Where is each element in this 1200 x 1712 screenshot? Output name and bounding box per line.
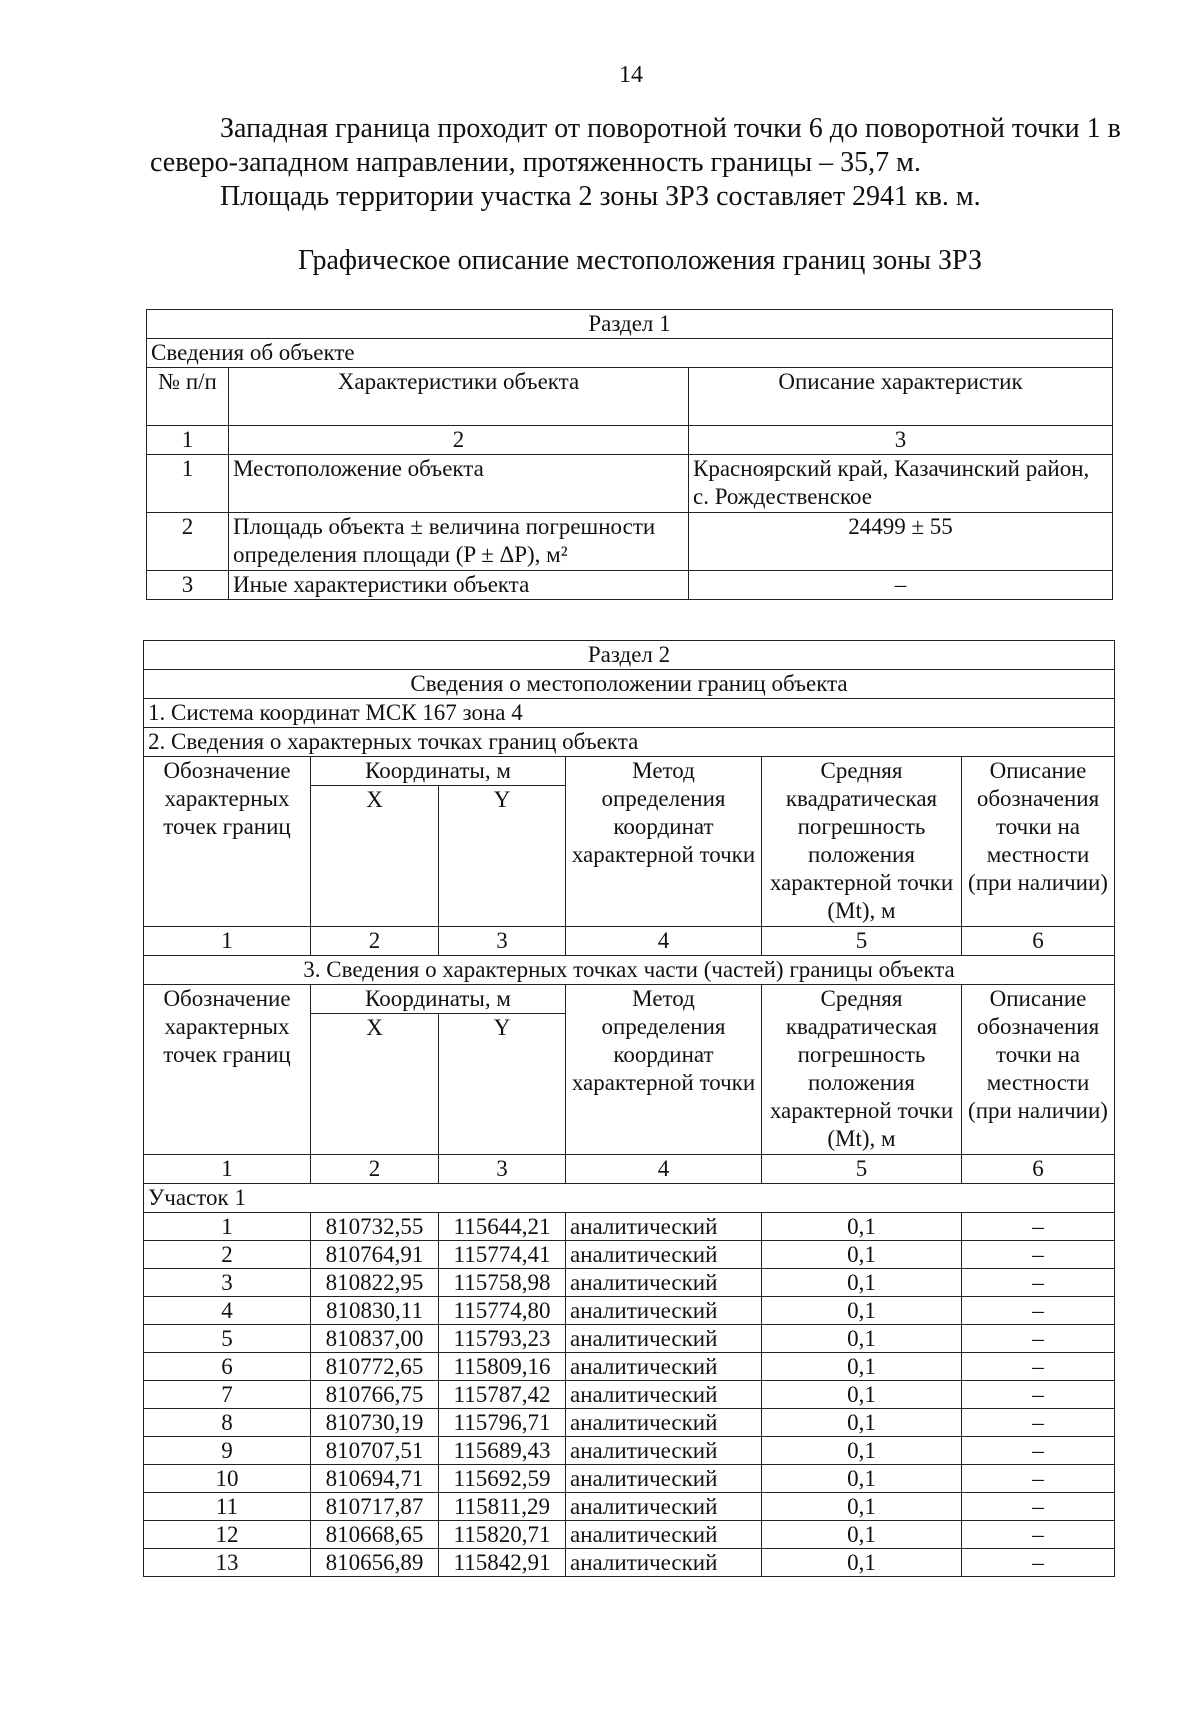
- coord-y: 115644,21: [439, 1213, 566, 1241]
- header-coordinates: Координаты, м: [311, 757, 566, 786]
- coord-x: 810707,51: [311, 1437, 439, 1465]
- coord-y: 115689,43: [439, 1437, 566, 1465]
- error-value: 0,1: [762, 1325, 962, 1353]
- header-characteristics: Характеристики объекта: [229, 368, 689, 426]
- point-description: –: [962, 1325, 1115, 1353]
- row-number: 2: [147, 513, 229, 571]
- table-row: [144, 1465, 1115, 1493]
- coord-x: 810732,55: [311, 1213, 439, 1241]
- document-heading: Графическое описание местоположения границ зоны ЗРЗ: [298, 245, 982, 276]
- coord-y: 115796,71: [439, 1409, 566, 1437]
- coord-y: 115758,98: [439, 1269, 566, 1297]
- header-y: Y: [439, 1014, 566, 1155]
- col-number: 4: [566, 927, 762, 956]
- method: аналитический: [566, 1465, 762, 1493]
- section1-table: [146, 309, 1113, 600]
- header-designation: Обозначение характерных точек границ: [144, 985, 311, 1155]
- point-description: –: [962, 1241, 1115, 1269]
- coordinate-system: 1. Система координат МСК 167 зона 4: [144, 699, 1115, 728]
- point-number: 11: [144, 1493, 311, 1521]
- table-row: [147, 455, 1113, 513]
- page-number: 14: [619, 62, 643, 88]
- point-number: 10: [144, 1465, 311, 1493]
- coord-x: 810830,11: [311, 1297, 439, 1325]
- row-number: 1: [147, 455, 229, 513]
- coord-y: 115774,41: [439, 1241, 566, 1269]
- header-designation: Обозначение характерных точек границ: [144, 757, 311, 927]
- section2-table: [143, 640, 1115, 1577]
- coord-x: 810766,75: [311, 1381, 439, 1409]
- error-value: 0,1: [762, 1465, 962, 1493]
- paragraph-area: Площадь территории участка 2 зоны ЗРЗ составляет 2941 кв. м.: [220, 181, 981, 212]
- point-description: –: [962, 1521, 1115, 1549]
- table-row: [144, 1409, 1115, 1437]
- coord-y: 115820,71: [439, 1521, 566, 1549]
- point-description: –: [962, 1465, 1115, 1493]
- coord-y: 115842,91: [439, 1549, 566, 1577]
- error-value: 0,1: [762, 1353, 962, 1381]
- point-number: 1: [144, 1213, 311, 1241]
- error-value: 0,1: [762, 1437, 962, 1465]
- table-row: [144, 1521, 1115, 1549]
- header-y: Y: [439, 786, 566, 927]
- method: аналитический: [566, 1297, 762, 1325]
- row-characteristic: Местоположение объекта: [229, 455, 689, 513]
- point-number: 6: [144, 1353, 311, 1381]
- table-row: [147, 571, 1113, 600]
- coord-y: 115809,16: [439, 1353, 566, 1381]
- row-characteristic: Площадь объекта ± величина погрешности определения площади (P ± ΔP), м²: [229, 513, 689, 571]
- error-value: 0,1: [762, 1409, 962, 1437]
- method: аналитический: [566, 1409, 762, 1437]
- coord-x: 810837,00: [311, 1325, 439, 1353]
- point-description: –: [962, 1353, 1115, 1381]
- point-description: –: [962, 1437, 1115, 1465]
- coord-y: 115811,29: [439, 1493, 566, 1521]
- method: аналитический: [566, 1269, 762, 1297]
- point-description: –: [962, 1409, 1115, 1437]
- header-x: X: [311, 786, 439, 927]
- row-description: Красноярский край, Казачинский район, с. Рождественское: [689, 455, 1113, 513]
- point-number: 2: [144, 1241, 311, 1269]
- method: аналитический: [566, 1437, 762, 1465]
- coordinate-rows: [144, 1213, 1115, 1577]
- header-error: Средняя квадратическая погрешность положения характерной точки (Mt), м: [762, 757, 962, 927]
- method: аналитический: [566, 1493, 762, 1521]
- header-description: Описание характеристик: [689, 368, 1113, 426]
- coord-x: 810764,91: [311, 1241, 439, 1269]
- error-value: 0,1: [762, 1521, 962, 1549]
- points-title: 2. Сведения о характерных точках границ объекта: [144, 728, 1115, 757]
- header-x: X: [311, 1014, 439, 1155]
- table-row: [144, 1381, 1115, 1409]
- row-description: 24499 ± 55: [689, 513, 1113, 571]
- method: аналитический: [566, 1353, 762, 1381]
- table-row: [144, 1437, 1115, 1465]
- coord-x: 810730,19: [311, 1409, 439, 1437]
- header-error: Средняя квадратическая погрешность положения характерной точки (Mt), м: [762, 985, 962, 1155]
- method: аналитический: [566, 1381, 762, 1409]
- table-row: [144, 1325, 1115, 1353]
- section1-subtitle: Сведения об объекте: [147, 339, 1113, 368]
- method: аналитический: [566, 1241, 762, 1269]
- method: аналитический: [566, 1549, 762, 1577]
- table-row: [144, 1353, 1115, 1381]
- coord-x: 810694,71: [311, 1465, 439, 1493]
- header-point-description: Описание обозначения точки на местности (при наличии): [962, 757, 1115, 927]
- row-characteristic: Иные характеристики объекта: [229, 571, 689, 600]
- row-number: 3: [147, 571, 229, 600]
- row-description: –: [689, 571, 1113, 600]
- point-description: –: [962, 1269, 1115, 1297]
- section2-subtitle: Сведения о местоположении границ объекта: [144, 670, 1115, 699]
- error-value: 0,1: [762, 1493, 962, 1521]
- error-value: 0,1: [762, 1269, 962, 1297]
- coord-x: 810822,95: [311, 1269, 439, 1297]
- error-value: 0,1: [762, 1213, 962, 1241]
- paragraph-west-boundary: [150, 112, 1130, 180]
- header-point-description: Описание обозначения точки на местности (при наличии): [962, 985, 1115, 1155]
- point-description: –: [962, 1549, 1115, 1577]
- header-coordinates: Координаты, м: [311, 985, 566, 1014]
- col-number: 3: [439, 1155, 566, 1184]
- coord-x: 810772,65: [311, 1353, 439, 1381]
- point-number: 5: [144, 1325, 311, 1353]
- point-number: 7: [144, 1381, 311, 1409]
- error-value: 0,1: [762, 1549, 962, 1577]
- error-value: 0,1: [762, 1381, 962, 1409]
- point-description: –: [962, 1213, 1115, 1241]
- coord-y: 115793,23: [439, 1325, 566, 1353]
- method: аналитический: [566, 1325, 762, 1353]
- error-value: 0,1: [762, 1297, 962, 1325]
- point-number: 9: [144, 1437, 311, 1465]
- coord-x: 810656,89: [311, 1549, 439, 1577]
- col-number: 3: [439, 927, 566, 956]
- col-number: 2: [311, 927, 439, 956]
- point-description: –: [962, 1493, 1115, 1521]
- coord-x: 810668,65: [311, 1521, 439, 1549]
- method: аналитический: [566, 1213, 762, 1241]
- point-number: 4: [144, 1297, 311, 1325]
- parts-title: 3. Сведения о характерных точках части (частей) границы объекта: [144, 956, 1115, 985]
- table-row: [147, 513, 1113, 571]
- point-description: –: [962, 1381, 1115, 1409]
- coord-y: 115774,80: [439, 1297, 566, 1325]
- point-number: 8: [144, 1409, 311, 1437]
- col-number: 2: [311, 1155, 439, 1184]
- col-number: 4: [566, 1155, 762, 1184]
- table-row: [144, 1213, 1115, 1241]
- col-number: 1: [144, 927, 311, 956]
- col-number: 2: [229, 426, 689, 455]
- coord-x: 810717,87: [311, 1493, 439, 1521]
- point-description: –: [962, 1297, 1115, 1325]
- table-row: [144, 1549, 1115, 1577]
- table-row: [144, 1269, 1115, 1297]
- point-number: 12: [144, 1521, 311, 1549]
- header-number: № п/п: [147, 368, 229, 426]
- col-number: 6: [962, 927, 1115, 956]
- table-row: [144, 1493, 1115, 1521]
- section1-title: Раздел 1: [147, 310, 1113, 339]
- paragraph-text: Западная граница проходит от поворотной точки 6 до поворотной точки 1 в северо-западном направлении, протяженность границы – 35,7 м.: [150, 113, 1121, 178]
- coord-y: 115692,59: [439, 1465, 566, 1493]
- coord-y: 115787,42: [439, 1381, 566, 1409]
- table-row: [144, 1297, 1115, 1325]
- col-number: 1: [147, 426, 229, 455]
- point-number: 3: [144, 1269, 311, 1297]
- section2-title: Раздел 2: [144, 641, 1115, 670]
- header-method: Метод определения координат характерной точки: [566, 757, 762, 927]
- col-number: 3: [689, 426, 1113, 455]
- col-number: 6: [962, 1155, 1115, 1184]
- point-number: 13: [144, 1549, 311, 1577]
- col-number: 5: [762, 927, 962, 956]
- header-method: Метод определения координат характерной точки: [566, 985, 762, 1155]
- method: аналитический: [566, 1521, 762, 1549]
- col-number: 5: [762, 1155, 962, 1184]
- col-number: 1: [144, 1155, 311, 1184]
- plot-label: Участок 1: [144, 1184, 1115, 1213]
- table-row: [144, 1241, 1115, 1269]
- error-value: 0,1: [762, 1241, 962, 1269]
